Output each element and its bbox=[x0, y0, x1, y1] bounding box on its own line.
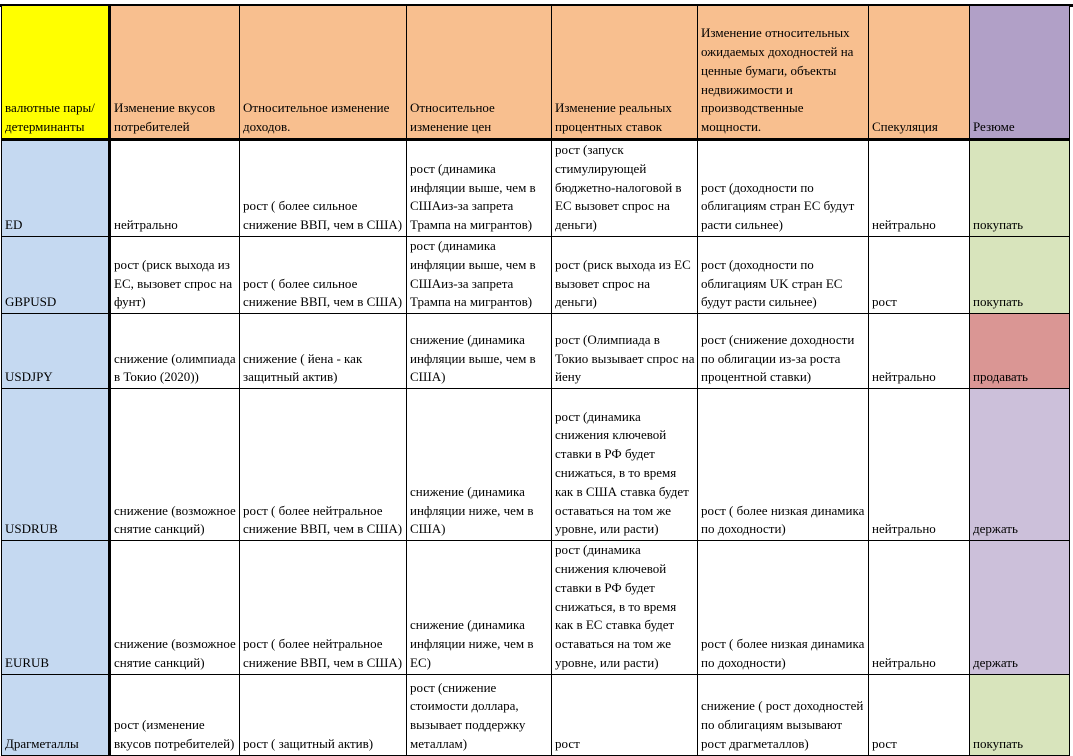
table-row bbox=[2, 140, 1070, 237]
pair-cell[interactable]: USDJPY bbox=[2, 314, 110, 389]
table-row bbox=[2, 314, 1070, 389]
interest-rates-header[interactable]: Изменение реальных процентных ставок bbox=[552, 6, 698, 140]
table-cell[interactable]: нейтрально bbox=[869, 541, 970, 675]
pair-cell[interactable]: ED bbox=[2, 140, 110, 237]
prices-header[interactable]: Относительное изменение цен bbox=[407, 6, 552, 140]
table-cell[interactable]: снижение (динамика инфляции ниже, чем в США) bbox=[407, 389, 552, 541]
table-cell[interactable]: рост ( более нейтральное снижение ВВП, чем в США) bbox=[240, 389, 407, 541]
table-cell[interactable]: рост (изменение вкусов потребителей) bbox=[110, 674, 240, 755]
table-cell[interactable]: нейтрально bbox=[110, 140, 240, 237]
table-cell[interactable]: рост (запуск стимулирующей бюджетно-налоговой в ЕС вызовет спрос на деньги) bbox=[552, 140, 698, 237]
pair-cell[interactable]: Драгметаллы bbox=[2, 674, 110, 755]
table-cell[interactable]: рост (снижение доходности по облигации из-за роста процентной ставки) bbox=[698, 314, 869, 389]
table-cell[interactable]: рост (доходности по облигациям стран ЕС будут расти сильнее) bbox=[698, 140, 869, 237]
table-cell[interactable]: рост (риск выхода из ЕС вызовет спрос на деньги) bbox=[552, 236, 698, 313]
summary-cell[interactable]: покупать bbox=[970, 674, 1070, 755]
table-cell[interactable]: рост (динамика снижения ключевой ставки в РФ будет снижаться, в то время как в США ставка будет оставаться на том же уровне, или расти) bbox=[552, 389, 698, 541]
table-cell[interactable]: рост ( более сильное снижение ВВП, чем в США) bbox=[240, 236, 407, 313]
table-row bbox=[2, 541, 1070, 675]
table-cell[interactable]: рост (динамика инфляции выше, чем в СШАиз-за запрета Трампа на мигрантов) bbox=[407, 140, 552, 237]
pair-cell[interactable]: GBPUSD bbox=[2, 236, 110, 313]
table-cell[interactable]: снижение (возможное снятие санкций) bbox=[110, 389, 240, 541]
table-row bbox=[2, 389, 1070, 541]
expected-returns-header[interactable]: Изменение относительных ожидаемых доходностей на ценные бумаги, объекты недвижимости и производственные мощности. bbox=[698, 6, 869, 140]
table-cell[interactable]: рост (доходности по облигациям UK стран ЕС будут расти сильнее) bbox=[698, 236, 869, 313]
summary-cell[interactable]: держать bbox=[970, 389, 1070, 541]
pairs-header[interactable]: валютные пары/детерминанты bbox=[2, 6, 110, 140]
income-header[interactable]: Относительное изменение доходов. bbox=[240, 6, 407, 140]
table-cell[interactable]: рост (риск выхода из ЕС, вызовет спрос на фунт) bbox=[110, 236, 240, 313]
pair-cell[interactable]: EURUB bbox=[2, 541, 110, 675]
table-cell[interactable]: рост (снижение стоимости доллара, вызывает поддержку металлам) bbox=[407, 674, 552, 755]
summary-cell[interactable]: продавать bbox=[970, 314, 1070, 389]
table-cell[interactable]: снижение (возможное снятие санкций) bbox=[110, 541, 240, 675]
table-cell[interactable]: рост (динамика снижения ключевой ставки в РФ будет снижаться, в то время как в ЕС ставка будет оставаться на том же уровне, или расти) bbox=[552, 541, 698, 675]
table-cell[interactable]: снижение (олимпиада в Токио (2020)) bbox=[110, 314, 240, 389]
table-cell[interactable]: рост bbox=[869, 236, 970, 313]
summary-cell[interactable]: держать bbox=[970, 541, 1070, 675]
summary-cell[interactable]: покупать bbox=[970, 140, 1070, 237]
table-cell[interactable]: рост ( защитный актив) bbox=[240, 674, 407, 755]
table-cell[interactable]: снижение (динамика инфляции ниже, чем в ЕС) bbox=[407, 541, 552, 675]
table-cell[interactable]: снижение (динамика инфляции выше, чем в США) bbox=[407, 314, 552, 389]
consumer-tastes-header[interactable]: Изменение вкусов потребителей bbox=[110, 6, 240, 140]
header-row bbox=[2, 6, 1070, 140]
speculation-header[interactable]: Спекуляция bbox=[869, 6, 970, 140]
pair-cell[interactable]: USDRUB bbox=[2, 389, 110, 541]
table-row bbox=[2, 674, 1070, 755]
table-cell[interactable]: рост (Олимпиада в Токио вызывает спрос на йену bbox=[552, 314, 698, 389]
table-cell[interactable]: рост ( более сильное снижение ВВП, чем в США) bbox=[240, 140, 407, 237]
table-cell[interactable]: рост (динамика инфляции выше, чем в СШАиз-за запрета Трампа на мигрантов) bbox=[407, 236, 552, 313]
table-row bbox=[2, 236, 1070, 313]
table-cell[interactable]: нейтрально bbox=[869, 314, 970, 389]
table-cell[interactable]: снижение ( йена - как защитный актив) bbox=[240, 314, 407, 389]
table-cell[interactable]: нейтрально bbox=[869, 389, 970, 541]
summary-header[interactable]: Резюме bbox=[970, 6, 1070, 140]
table-cell[interactable]: рост ( более низкая динамика по доходности) bbox=[698, 389, 869, 541]
table-cell[interactable]: рост ( более низкая динамика по доходности) bbox=[698, 541, 869, 675]
table-cell[interactable]: снижение ( рост доходностей по облигациям вызывают рост драгметаллов) bbox=[698, 674, 869, 755]
table-cell[interactable]: нейтрально bbox=[869, 140, 970, 237]
table-cell[interactable]: рост ( более нейтральное снижение ВВП, чем в США) bbox=[240, 541, 407, 675]
determinants-table bbox=[1, 5, 1070, 756]
table-cell[interactable]: рост bbox=[552, 674, 698, 755]
summary-cell[interactable]: покупать bbox=[970, 236, 1070, 313]
table-cell[interactable]: рост bbox=[869, 674, 970, 755]
